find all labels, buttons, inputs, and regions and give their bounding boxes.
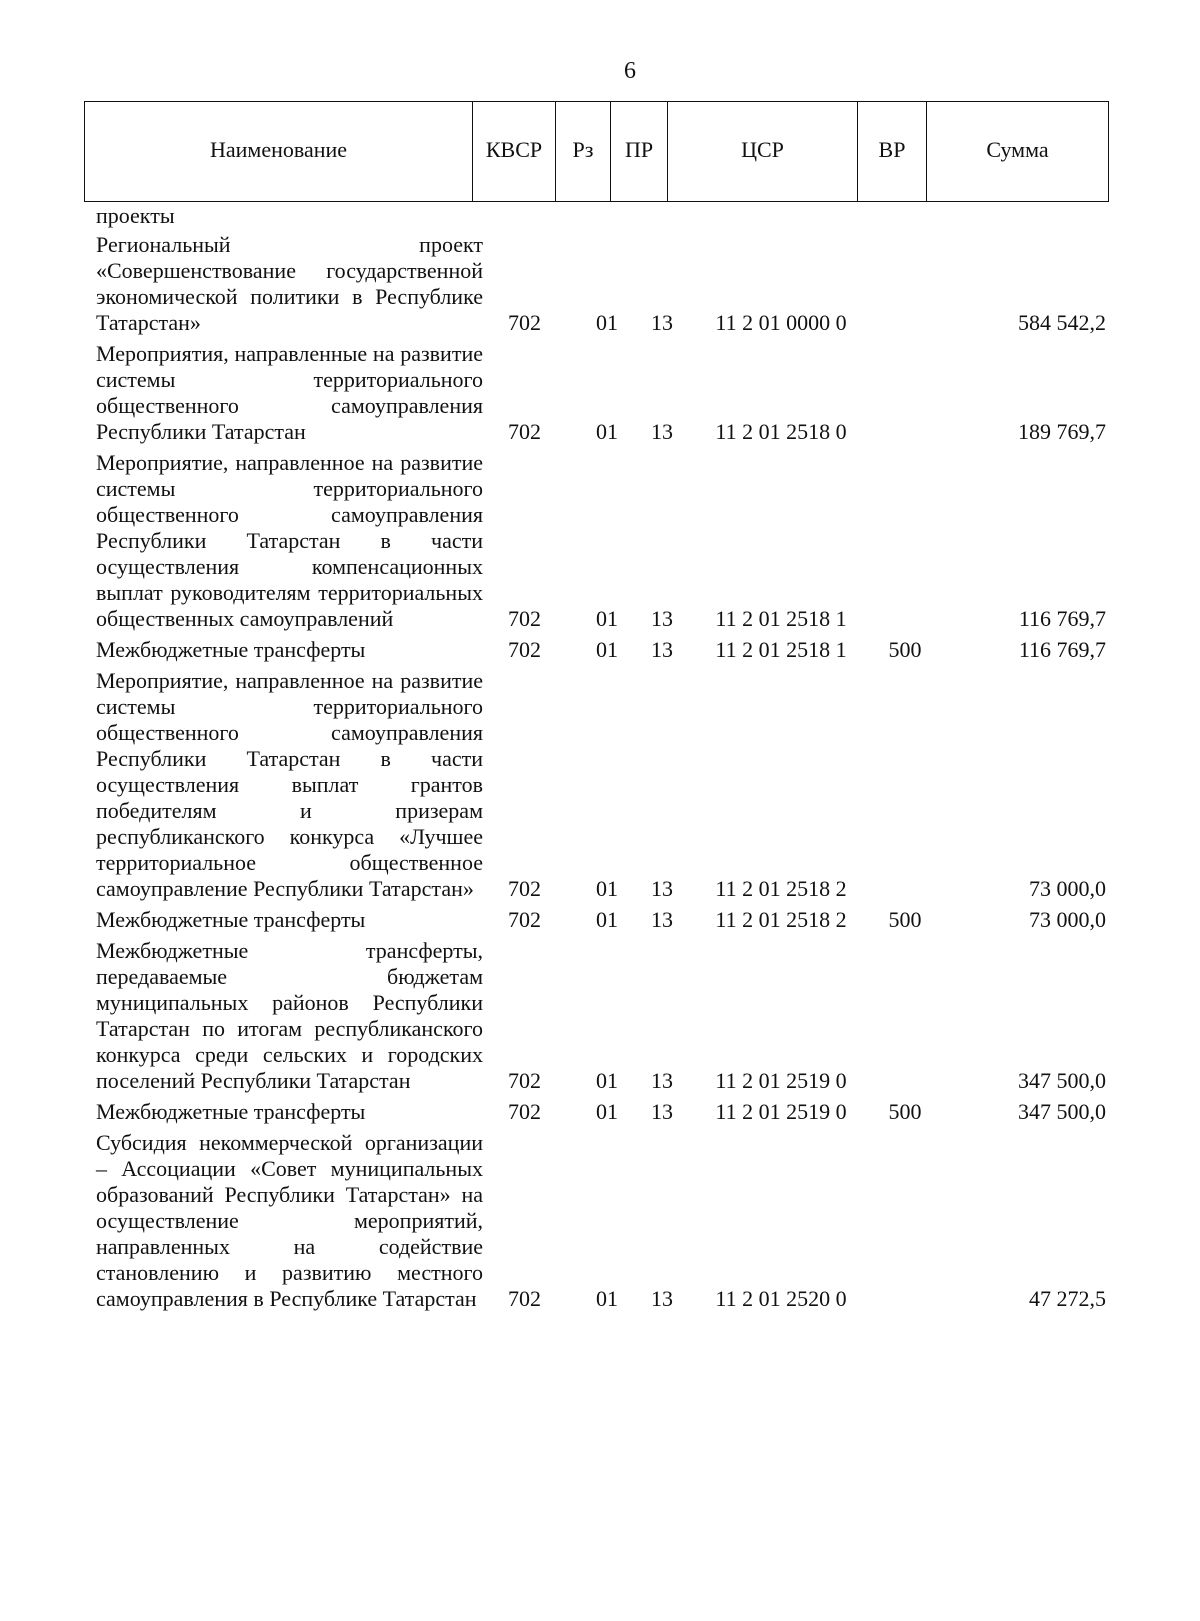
row-sum: 189 769,7 [1018,419,1106,444]
row-name: Региональный проект «Совершенствование государственной экономической политики в Республике Татарстан» [96,232,483,335]
row-csr: 11 2 01 2518 1 [715,637,847,662]
row-name: Мероприятия, направленные на развитие системы территориального общественного самоуправления Республики Татарстан [96,341,483,444]
row-pr: 13 [651,637,673,662]
row-name: Межбюджетные трансферты [96,637,366,662]
row-vr: 500 [888,637,922,662]
row-name: Мероприятие, направленное на развитие системы территориального общественного самоуправления Республики Татарстан в части осуществления компенсационных выплат руководителям территориальных общественных самоуправлений [96,450,483,631]
row-rz: 01 [596,419,618,444]
row-sum: 116 769,7 [1018,606,1106,631]
row-csr: 11 2 01 2518 1 [715,606,847,631]
table-row [96,907,1146,933]
row-sum: 584 542,2 [1018,310,1106,335]
row-pr: 13 [651,1286,673,1311]
row-rz: 01 [596,876,618,901]
row-sum: 347 500,0 [1018,1068,1106,1093]
table-header [84,101,1109,202]
row-csr: 11 2 01 0000 0 [715,310,847,335]
row-kvsr: 702 [508,876,541,901]
row-vr: 500 [888,1099,922,1124]
header-csr: ЦСР [668,102,858,202]
row-csr: 11 2 01 2518 2 [715,907,847,932]
row-pr: 13 [651,1068,673,1093]
row-rz: 01 [596,606,618,631]
row-kvsr: 702 [508,1099,541,1124]
header-name: Наименование [85,102,473,202]
row-name: проекты [96,203,175,228]
row-sum: 73 000,0 [1029,876,1106,901]
row-name: Мероприятие, направленное на развитие системы территориального общественного самоуправления Республики Татарстан в части осуществления выплат грантов победителям и призерам республиканского конкурса «Лучшее территориальное общественное самоуправление Республики Татарстан» [96,668,483,901]
row-vr: 500 [888,907,922,932]
row-name: Межбюджетные трансферты [96,907,366,932]
row-rz: 01 [596,1068,618,1093]
row-name: Межбюджетные трансферты [96,1099,366,1124]
row-rz: 01 [596,907,618,932]
row-kvsr: 702 [508,1068,541,1093]
header-vr: ВР [858,102,927,202]
table-row [96,232,1146,336]
table-row [96,203,1146,229]
table-row [96,938,1146,1094]
row-rz: 01 [596,1099,618,1124]
table-row [96,341,1146,445]
row-pr: 13 [651,876,673,901]
row-csr: 11 2 01 2519 0 [715,1099,847,1124]
header-kvsr: КВСР [473,102,556,202]
row-pr: 13 [651,1099,673,1124]
row-pr: 13 [651,907,673,932]
table-row [96,1130,1146,1312]
row-kvsr: 702 [508,310,541,335]
row-kvsr: 702 [508,637,541,662]
row-kvsr: 702 [508,419,541,444]
row-pr: 13 [651,310,673,335]
header-rz: Рз [556,102,611,202]
row-kvsr: 702 [508,606,541,631]
header-sum: Сумма [927,102,1109,202]
header-pr: ПР [611,102,668,202]
row-sum: 73 000,0 [1029,907,1106,932]
row-pr: 13 [651,419,673,444]
row-rz: 01 [596,1286,618,1311]
row-csr: 11 2 01 2518 2 [715,876,847,901]
page-number: 6 [624,58,636,84]
row-sum: 347 500,0 [1018,1099,1106,1124]
row-sum: 116 769,7 [1018,637,1106,662]
table-row [96,637,1146,663]
row-name: Субсидия некоммерческой организации – Ассоциации «Совет муниципальных образований Республики Татарстан» на осуществление мероприятий, направленных на содействие становлению и развитию местного самоуправления в Республике Татарстан [96,1130,483,1311]
table-body [96,203,1146,1317]
row-kvsr: 702 [508,907,541,932]
row-rz: 01 [596,310,618,335]
row-csr: 11 2 01 2518 0 [715,419,847,444]
row-csr: 11 2 01 2519 0 [715,1068,847,1093]
table-row [96,668,1146,902]
table-row [96,1099,1146,1125]
table-row [96,450,1146,632]
row-sum: 47 272,5 [1029,1286,1106,1311]
row-rz: 01 [596,637,618,662]
row-csr: 11 2 01 2520 0 [715,1286,847,1311]
row-kvsr: 702 [508,1286,541,1311]
row-pr: 13 [651,606,673,631]
row-name: Межбюджетные трансферты, передаваемые бюджетам муниципальных районов Республики Татарстан по итогам республиканского конкурса среди сельских и городских поселений Республики Татарстан [96,938,483,1093]
